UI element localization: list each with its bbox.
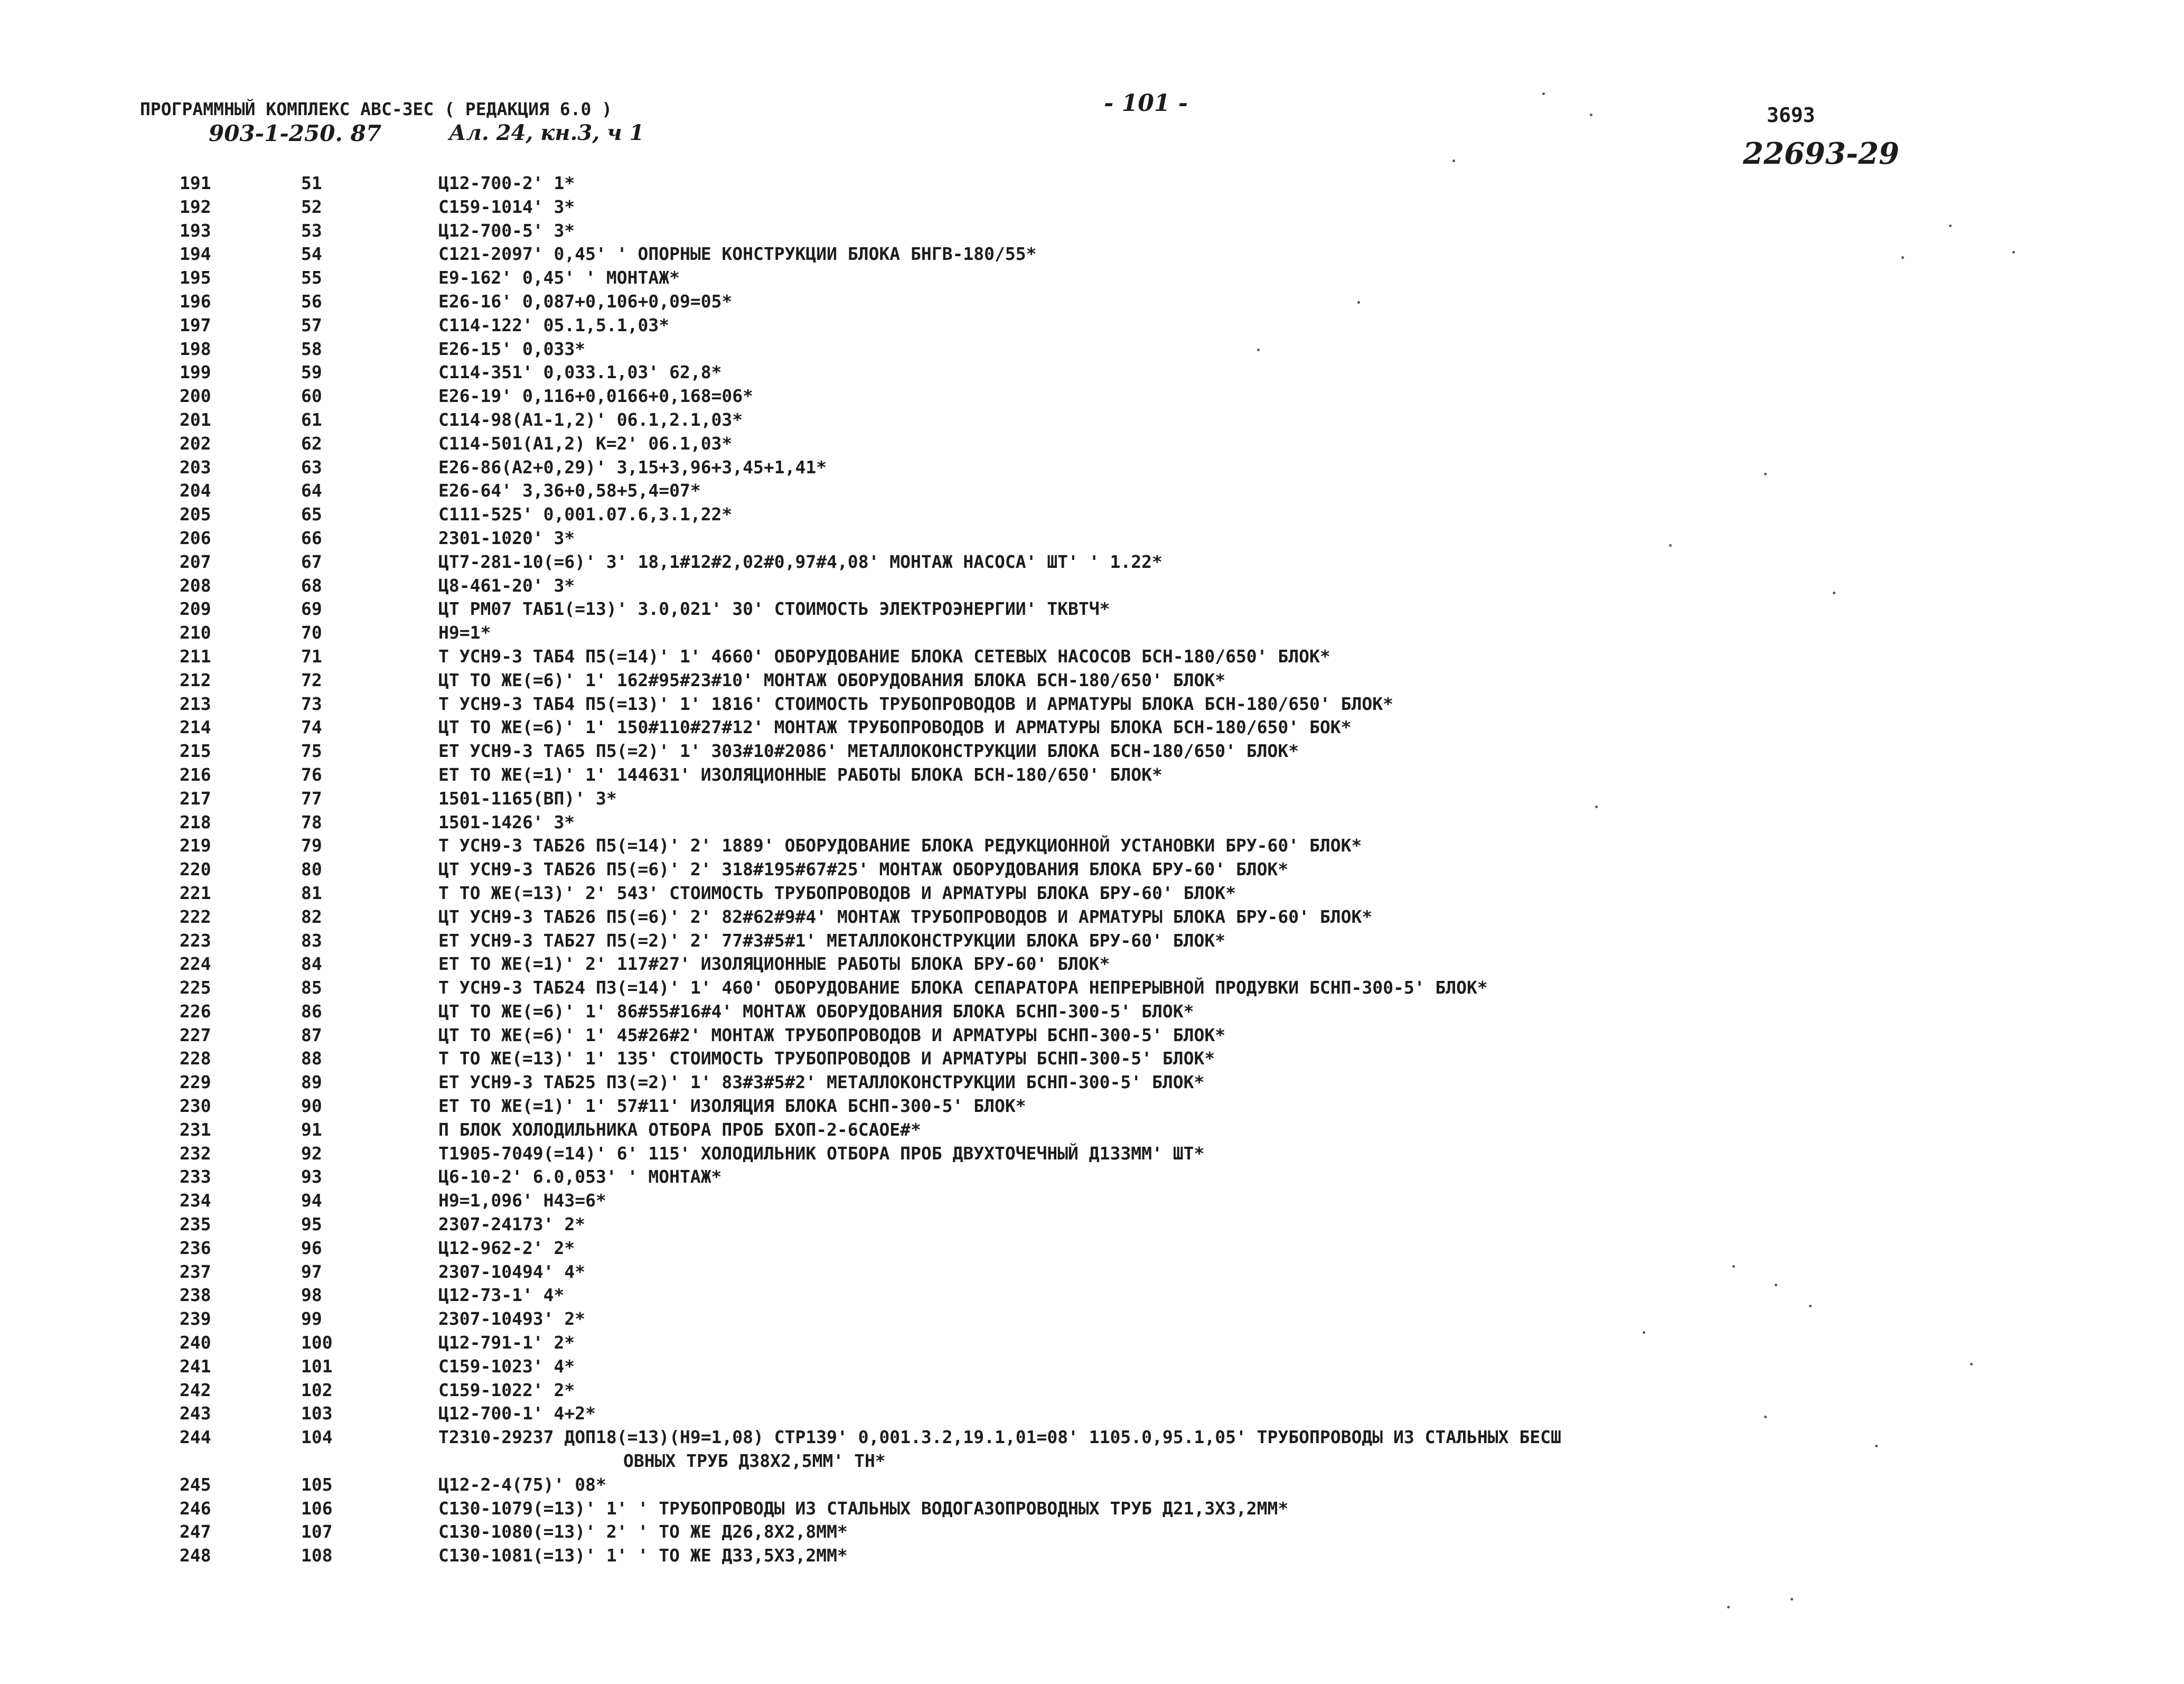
statement-text: 1501-1165(ВП)' 3* — [438, 788, 617, 809]
listing-row — [180, 315, 2060, 339]
listing-row — [180, 1474, 2060, 1498]
statement-text: ЕТ УСН9-3 ТА65 П5(=2)' 1' 303#10#2086' МЕТАЛЛОКОНСТРУКЦИИ БЛОКА БСН-180/650' БЛОК* — [438, 741, 1299, 762]
line-number: 192 — [180, 196, 211, 217]
page-number: - 101 - — [1104, 90, 1188, 117]
statement-number: 107 — [301, 1521, 333, 1542]
line-number: 208 — [180, 575, 211, 596]
line-number: 203 — [180, 456, 211, 478]
listing-row — [180, 764, 2060, 788]
statement-number: 71 — [301, 645, 322, 667]
line-number: 210 — [180, 622, 211, 643]
statement-text: ЦТ РМ07 ТАБ1(=13)' 3.0,021' 30' СТОИМОСТЬ ЭЛЕКТРОЭНЕРГИИ' ТКВТЧ* — [438, 598, 1110, 620]
statement-text: Ц8-461-20' 3* — [438, 575, 575, 596]
statement-text: С111-525' 0,001.07.6,3.1,22* — [438, 504, 733, 525]
statement-number: 99 — [301, 1308, 322, 1330]
listing-row — [180, 1214, 2060, 1238]
line-number: 230 — [180, 1096, 211, 1117]
listing-row — [180, 717, 2060, 741]
statement-text: ЕТ УСН9-3 ТАБ25 П3(=2)' 1' 83#3#5#2' МЕТАЛЛОКОНСТРУКЦИИ БСНП-300-5' БЛОК* — [438, 1072, 1205, 1093]
statement-text: Ц12-962-2' 2* — [438, 1237, 575, 1258]
listing-row — [180, 977, 2060, 1001]
statement-number: 98 — [301, 1285, 322, 1306]
statement-text: С114-501(А1,2) К=2' 06.1,03* — [438, 433, 733, 454]
listing-row — [180, 1285, 2060, 1308]
statement-number: 81 — [301, 882, 322, 903]
statement-text: Ц6-10-2' 6.0,053' ' МОНТАЖ* — [438, 1166, 722, 1187]
statement-text: С114-351' 0,033.1,03' 62,8* — [438, 362, 722, 383]
statement-text: ЦТ УСН9-3 ТАБ26 П5(=6)' 2' 82#62#9#4' МОНТАЖ ТРУБОПРОВОДОВ И АРМАТУРЫ БЛОКА БРУ-60' БЛОК* — [438, 906, 1373, 927]
scan-speck — [1542, 92, 1545, 95]
listing-rows — [180, 173, 2060, 1569]
statement-text: Е26-15' 0,033* — [438, 338, 586, 359]
statement-number: 102 — [301, 1379, 333, 1400]
line-number: 241 — [180, 1355, 211, 1377]
statement-text: Т УСН9-3 ТАБ24 П3(=14)' 1' 460' ОБОРУДОВАНИЕ БЛОКА СЕПАРАТОРА НЕПРЕРЫВНОЙ ПРОДУВКИ БСНП-300-5' БЛОК* — [438, 977, 1488, 998]
line-number: 209 — [180, 598, 211, 620]
listing-row — [180, 457, 2060, 481]
scan-speck — [1727, 1606, 1730, 1608]
listing-row — [180, 835, 2060, 859]
listing-row — [180, 480, 2060, 504]
statement-number: 51 — [301, 173, 322, 193]
statement-number: 106 — [301, 1498, 333, 1519]
scan-speck — [1775, 1284, 1777, 1286]
statement-number: 103 — [301, 1403, 333, 1424]
line-number: 233 — [180, 1166, 211, 1187]
statement-text: Ц12-73-1' 4* — [438, 1285, 565, 1306]
statement-text: Т2310-29237 ДОП18(=13)(Н9=1,08) СТР139' 0,001.3.2,19.1,01=08' 1105.0,95.1,05' ТРУБОПРОВОДЫ ИЗ СТАЛЬНЫХ БЕСШ — [438, 1427, 1561, 1448]
line-number: 206 — [180, 527, 211, 548]
line-number: 198 — [180, 338, 211, 359]
statement-number: 59 — [301, 362, 322, 383]
statement-text: Т УСН9-3 ТАБ4 П5(=14)' 1' 4660' ОБОРУДОВАНИЕ БЛОКА СЕТЕВЫХ НАСОСОВ БСН-180/650' БЛОК* — [438, 645, 1330, 667]
listing-row — [180, 859, 2060, 883]
scan-speck — [1901, 256, 1904, 259]
statement-text: С130-1081(=13)' 1' ' ТО ЖЕ Д33,5Х3,2ММ* — [438, 1545, 848, 1566]
statement-number: 56 — [301, 291, 322, 312]
statement-number: 55 — [301, 267, 322, 288]
line-number: 196 — [180, 291, 211, 312]
statement-number: 61 — [301, 409, 322, 430]
statement-text: С114-122' 05.1,5.1,03* — [438, 314, 670, 335]
line-number: 219 — [180, 835, 211, 856]
statement-number: 88 — [301, 1048, 322, 1069]
line-number: 199 — [180, 362, 211, 383]
line-number: 245 — [180, 1474, 211, 1495]
scan-speck — [1357, 301, 1360, 304]
statement-number: 62 — [301, 433, 322, 454]
statement-number: 72 — [301, 669, 322, 690]
listing-row — [180, 741, 2060, 764]
statement-number: 92 — [301, 1143, 322, 1164]
statement-text: ЦТ УСН9-3 ТАБ26 П5(=6)' 2' 318#195#67#25' МОНТАЖ ОБОРУДОВАНИЯ БЛОКА БРУ-60' БЛОК* — [438, 859, 1289, 880]
listing-row — [180, 504, 2060, 528]
statement-text: Е26-19' 0,116+0,0166+0,168=06* — [438, 386, 754, 407]
line-number: 202 — [180, 433, 211, 454]
statement-text: ЕТ ТО ЖЕ(=1)' 2' 117#27' ИЗОЛЯЦИОННЫЕ РАБОТЫ БЛОКА БРУ-60' БЛОК* — [438, 953, 1110, 975]
statement-text: Т1905-7049(=14)' 6' 115' ХОЛОДИЛЬНИК ОТБОРА ПРОБ ДВУХТОЧЕЧНЫЙ Д133ММ' ШТ* — [438, 1143, 1205, 1164]
line-number: 238 — [180, 1285, 211, 1306]
line-number: 243 — [180, 1403, 211, 1424]
listing-row — [180, 1498, 2060, 1522]
listing-row — [180, 646, 2060, 670]
header-album: Ал. 24, кн.3, ч 1 — [449, 120, 644, 145]
line-number: 218 — [180, 811, 211, 832]
line-number: 211 — [180, 645, 211, 667]
statement-number: 75 — [301, 741, 322, 762]
statement-number: 94 — [301, 1190, 322, 1211]
statement-number: 57 — [301, 314, 322, 335]
statement-number: 54 — [301, 244, 322, 265]
statement-number: 95 — [301, 1214, 322, 1235]
listing-row — [180, 551, 2060, 575]
statement-text: Ц12-700-1' 4+2* — [438, 1403, 596, 1424]
listing-row — [180, 1025, 2060, 1049]
scan-speck — [1643, 1331, 1645, 1334]
line-number: 197 — [180, 314, 211, 335]
statement-text: ЦТ ТО ЖЕ(=6)' 1' 162#95#23#10' МОНТАЖ ОБОРУДОВАНИЯ БЛОКА БСН-180/650' БЛОК* — [438, 669, 1226, 690]
listing-row — [180, 1001, 2060, 1025]
listing-row — [180, 1119, 2060, 1143]
listing-row — [180, 339, 2060, 362]
statement-text: Ц12-700-5' 3* — [438, 220, 575, 241]
listing-row — [180, 883, 2060, 906]
listing-row — [180, 1403, 2060, 1427]
scan-speck — [1833, 592, 1835, 594]
line-number: 223 — [180, 930, 211, 951]
listing-row — [180, 1048, 2060, 1072]
statement-text: Е26-86(А2+0,29)' 3,15+3,96+3,45+1,41* — [438, 456, 827, 478]
line-number: 225 — [180, 977, 211, 998]
listing-row — [180, 622, 2060, 646]
line-number: 194 — [180, 244, 211, 265]
line-number: 236 — [180, 1237, 211, 1258]
listing-row — [180, 173, 2060, 197]
statement-text: Т УСН9-3 ТАБ4 П5(=13)' 1' 1816' СТОИМОСТЬ ТРУБОПРОВОДОВ И АРМАТУРЫ БЛОКА БСН-180/650' БЛОК* — [438, 693, 1393, 714]
listing-row — [180, 1072, 2060, 1096]
statement-text: 2307-10493' 2* — [438, 1308, 586, 1330]
statement-number: 79 — [301, 835, 322, 856]
statement-number: 87 — [301, 1024, 322, 1045]
statement-text: 2307-10494' 4* — [438, 1261, 586, 1282]
listing-row — [180, 930, 2060, 954]
line-number: 204 — [180, 480, 211, 501]
line-number: 213 — [180, 693, 211, 714]
listing-row — [180, 812, 2060, 836]
statement-text: С114-98(А1-1,2)' 06.1,2.1,03* — [438, 409, 743, 430]
listing-row — [180, 386, 2060, 409]
sheet-number: 3693 — [1767, 104, 1815, 127]
line-number: 228 — [180, 1048, 211, 1069]
statement-text: Е9-162' 0,45' ' МОНТАЖ* — [438, 267, 680, 288]
header-program: ПРОГРАММНЫЙ КОМПЛЕКС АВС-3ЕС ( РЕДАКЦИЯ 6.0 ) — [140, 99, 613, 119]
listing-row — [180, 906, 2060, 930]
line-number: 215 — [180, 741, 211, 762]
scan-speck — [1970, 1363, 1973, 1365]
statement-text: П БЛОК ХОЛОДИЛЬНИКА ОТБОРА ПРОБ БХОП-2-6САОЕ#* — [438, 1119, 921, 1140]
statement-number: 60 — [301, 386, 322, 407]
statement-text: Н9=1* — [438, 622, 491, 643]
scan-speck — [1764, 1416, 1767, 1418]
scan-speck — [2012, 251, 2015, 254]
scan-speck — [1764, 473, 1767, 475]
line-number: 212 — [180, 669, 211, 690]
header-project-code: 903-1-250. 87 — [209, 120, 382, 146]
listing-row — [180, 362, 2060, 386]
statement-text: ЦТ ТО ЖЕ(=6)' 1' 45#26#2' МОНТАЖ ТРУБОПРОВОДОВ И АРМАТУРЫ БСНП-300-5' БЛОК* — [438, 1024, 1226, 1045]
line-number: 234 — [180, 1190, 211, 1211]
statement-text: С159-1023' 4* — [438, 1355, 575, 1377]
statement-number: 86 — [301, 1000, 322, 1022]
line-number: 227 — [180, 1024, 211, 1045]
scan-speck — [1875, 1445, 1878, 1447]
line-number: 220 — [180, 859, 211, 880]
statement-text: ЕТ ТО ЖЕ(=1)' 1' 57#11' ИЗОЛЯЦИЯ БЛОКА БСНП-300-5' БЛОК* — [438, 1096, 1026, 1117]
listing-row — [180, 1261, 2060, 1285]
statement-number: 83 — [301, 930, 322, 951]
listing-row — [180, 1166, 2060, 1190]
line-number: 239 — [180, 1308, 211, 1330]
listing-row — [180, 1238, 2060, 1261]
statement-text: Ц12-700-2' 1* — [438, 173, 575, 193]
statement-text: ЦТ7-281-10(=6)' 3' 18,1#12#2,02#0,97#4,08' МОНТАЖ НАСОСА' ШТ' ' 1.22* — [438, 551, 1163, 572]
statement-number: 90 — [301, 1096, 322, 1117]
statement-number: 85 — [301, 977, 322, 998]
listing-row — [180, 1143, 2060, 1167]
statement-number: 105 — [301, 1474, 333, 1495]
statement-number: 96 — [301, 1237, 322, 1258]
statement-text: ЕТ ТО ЖЕ(=1)' 1' 144631' ИЗОЛЯЦИОННЫЕ РАБОТЫ БЛОКА БСН-180/650' БЛОК* — [438, 764, 1163, 785]
statement-continuation: ОВНЫХ ТРУБ Д38Х2,5ММ' ТН* — [623, 1451, 886, 1472]
statement-number: 84 — [301, 953, 322, 975]
line-number: 224 — [180, 953, 211, 975]
statement-text: 2301-1020' 3* — [438, 527, 575, 548]
line-number: 235 — [180, 1214, 211, 1235]
line-number: 193 — [180, 220, 211, 241]
listing-row — [180, 433, 2060, 457]
listing-row — [180, 598, 2060, 622]
statement-text: С159-1014' 3* — [438, 196, 575, 217]
statement-number: 77 — [301, 788, 322, 809]
statement-text: Ц12-791-1' 2* — [438, 1332, 575, 1353]
line-number: 191 — [180, 173, 211, 193]
listing-row — [180, 1521, 2060, 1545]
listing-row — [180, 528, 2060, 551]
scan-speck — [1809, 1305, 1812, 1307]
statement-number: 104 — [301, 1427, 333, 1448]
statement-number: 100 — [301, 1332, 333, 1353]
listing-row — [180, 220, 2060, 244]
line-number: 226 — [180, 1000, 211, 1022]
statement-text: Ц12-2-4(75)' 08* — [438, 1474, 606, 1495]
listing-row — [180, 409, 2060, 433]
listing-row — [180, 1308, 2060, 1332]
statement-number: 66 — [301, 527, 322, 548]
statement-number: 73 — [301, 693, 322, 714]
line-number: 214 — [180, 717, 211, 738]
line-number: 247 — [180, 1521, 211, 1542]
line-number: 237 — [180, 1261, 211, 1282]
listing-row — [180, 1190, 2060, 1214]
statement-number: 97 — [301, 1261, 322, 1282]
listing-row — [180, 694, 2060, 717]
statement-number: 108 — [301, 1545, 333, 1566]
statement-number: 76 — [301, 764, 322, 785]
line-number: 200 — [180, 386, 211, 407]
line-number: 205 — [180, 504, 211, 525]
line-number: 195 — [180, 267, 211, 288]
listing-row — [180, 291, 2060, 315]
line-number: 201 — [180, 409, 211, 430]
statement-number: 64 — [301, 480, 322, 501]
listing-row — [180, 244, 2060, 267]
statement-number: 65 — [301, 504, 322, 525]
line-number: 242 — [180, 1379, 211, 1400]
statement-text: С130-1079(=13)' 1' ' ТРУБОПРОВОДЫ ИЗ СТАЛЬНЫХ ВОДОГАЗОПРОВОДНЫХ ТРУБ Д21,3Х3,2ММ* — [438, 1498, 1289, 1519]
statement-text: ЦТ ТО ЖЕ(=6)' 1' 86#55#16#4' МОНТАЖ ОБОРУДОВАНИЯ БЛОКА БСНП-300-5' БЛОК* — [438, 1000, 1194, 1022]
listing-row — [180, 267, 2060, 291]
statement-text: С121-2097' 0,45' ' ОПОРНЫЕ КОНСТРУКЦИИ БЛОКА БНГВ-180/55* — [438, 244, 1037, 265]
line-number: 248 — [180, 1545, 211, 1566]
statement-number: 74 — [301, 717, 322, 738]
listing-row — [180, 1096, 2060, 1119]
line-number: 240 — [180, 1332, 211, 1353]
statement-number: 58 — [301, 338, 322, 359]
scan-speck — [1949, 224, 1952, 227]
line-number: 217 — [180, 788, 211, 809]
document-number: 22693-29 — [1743, 136, 1899, 171]
listing-row — [180, 788, 2060, 812]
statement-number: 53 — [301, 220, 322, 241]
statement-text: Е26-16' 0,087+0,106+0,09=05* — [438, 291, 733, 312]
statement-text: 1501-1426' 3* — [438, 811, 575, 832]
scan-speck — [1595, 806, 1598, 808]
listing-row — [180, 1356, 2060, 1380]
statement-number: 69 — [301, 598, 322, 620]
statement-text: Т УСН9-3 ТАБ26 П5(=14)' 2' 1889' ОБОРУДОВАНИЕ БЛОКА РЕДУКЦИОННОЙ УСТАНОВКИ БРУ-60' БЛОК* — [438, 835, 1362, 856]
statement-number: 63 — [301, 456, 322, 478]
line-number: 222 — [180, 906, 211, 927]
statement-number: 82 — [301, 906, 322, 927]
listing-row — [180, 670, 2060, 694]
statement-text: ЦТ ТО ЖЕ(=6)' 1' 150#110#27#12' МОНТАЖ ТРУБОПРОВОДОВ И АРМАТУРЫ БЛОКА БСН-180/650' БОК* — [438, 717, 1352, 738]
line-number: 221 — [180, 882, 211, 903]
statement-text: 2307-24173' 2* — [438, 1214, 586, 1235]
statement-number: 78 — [301, 811, 322, 832]
statement-number: 91 — [301, 1119, 322, 1140]
statement-number: 70 — [301, 622, 322, 643]
statement-number: 89 — [301, 1072, 322, 1093]
listing-row — [180, 1332, 2060, 1356]
scan-speck — [1669, 544, 1672, 547]
line-number: 246 — [180, 1498, 211, 1519]
scan-speck — [1590, 114, 1592, 116]
line-number: 244 — [180, 1427, 211, 1448]
statement-number: 52 — [301, 196, 322, 217]
statement-text: ЕТ УСН9-3 ТАБ27 П5(=2)' 2' 77#3#5#1' МЕТАЛЛОКОНСТРУКЦИИ БЛОКА БРУ-60' БЛОК* — [438, 930, 1226, 951]
statement-text: Т ТО ЖЕ(=13)' 1' 135' СТОИМОСТЬ ТРУБОПРОВОДОВ И АРМАТУРЫ БСНП-300-5' БЛОК* — [438, 1048, 1215, 1069]
line-number: 207 — [180, 551, 211, 572]
statement-text: Е26-64' 3,36+0,58+5,4=07* — [438, 480, 701, 501]
listing-row — [180, 953, 2060, 977]
line-number: 232 — [180, 1143, 211, 1164]
listing-row — [180, 1380, 2060, 1404]
scan-speck — [1732, 1265, 1735, 1268]
statement-text: Н9=1,096' Н43=6* — [438, 1190, 606, 1211]
statement-text: Т ТО ЖЕ(=13)' 2' 543' СТОИМОСТЬ ТРУБОПРОВОДОВ И АРМАТУРЫ БЛОКА БРУ-60' БЛОК* — [438, 882, 1236, 903]
scan-speck — [1452, 160, 1455, 162]
statement-text: С130-1080(=13)' 2' ' ТО ЖЕ Д26,8Х2,8ММ* — [438, 1521, 848, 1542]
listing-row — [180, 1545, 2060, 1569]
scan-speck — [1257, 349, 1260, 351]
statement-number: 67 — [301, 551, 322, 572]
listing-row — [180, 197, 2060, 220]
statement-number: 101 — [301, 1355, 333, 1377]
listing-row — [180, 575, 2060, 599]
listing-row — [180, 1427, 2060, 1474]
line-number: 229 — [180, 1072, 211, 1093]
statement-number: 80 — [301, 859, 322, 880]
statement-number: 93 — [301, 1166, 322, 1187]
scan-speck — [1791, 1598, 1793, 1601]
line-number: 216 — [180, 764, 211, 785]
statement-number: 68 — [301, 575, 322, 596]
statement-text: С159-1022' 2* — [438, 1379, 575, 1400]
line-number: 231 — [180, 1119, 211, 1140]
